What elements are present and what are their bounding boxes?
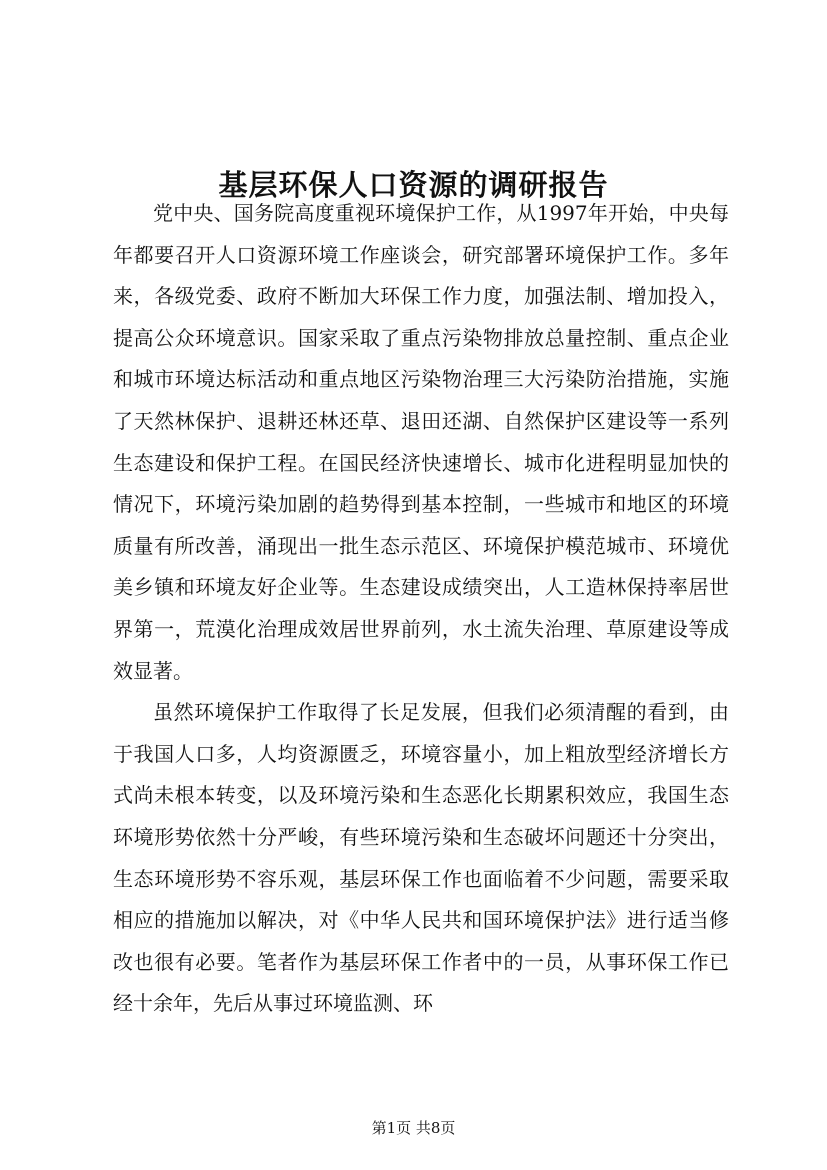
- page-number-footer: 第1页 共8页: [371, 1119, 456, 1137]
- document-title: 基层环保人口资源的调研报告: [218, 168, 609, 203]
- document-body: [113, 193, 729, 1025]
- paragraph-2: 虽然环境保护工作取得了长足发展，但我们必须清醒的看到，由于我国人口多，人均资源匮乏，环境容量小，加上粗放型经济增长方式尚未根本转变，以及环境污染和生态恶化长期累积效应，我国生态环境形势依然十分严峻，有些环境污染和生态破坏问题还十分突出，生态环境形势不容乐观，基层环保工作也面临着不少问题，需要采取相应的措施加以解决，对《中华人民共和国环境保护法》进行适当修改也很有必要。笔者作为基层环保工作者中的一员，从事环保工作已经十余年，先后从事过环境监测、环: [113, 700, 729, 1016]
- paragraph-1: 党中央、国务院高度重视环境保护工作，从1997年开始，中央每年都要召开人口资源环境工作座谈会，研究部署环境保护工作。多年来，各级党委、政府不断加大环保工作力度，加强法制、增加投入，提高公众环境意识。国家采取了重点污染物排放总量控制、重点企业和城市环境达标活动和重点地区污染物治理三大污染防治措施，实施了天然林保护、退耕还林还草、退田还湖、自然保护区建设等一系列生态建设和保护工程。在国民经济快速增长、城市化进程明显加快的情况下，环境污染加剧的趋势得到基本控制，一些城市和地区的环境质量有所改善，涌现出一批生态示范区、环境保护模范城市、环境优美乡镇和环境友好企业等。生态建设成绩突出，人工造林保持率居世界第一，荒漠化治理成效居世界前列，水土流失治理、草原建设等成效显著。: [113, 201, 729, 683]
